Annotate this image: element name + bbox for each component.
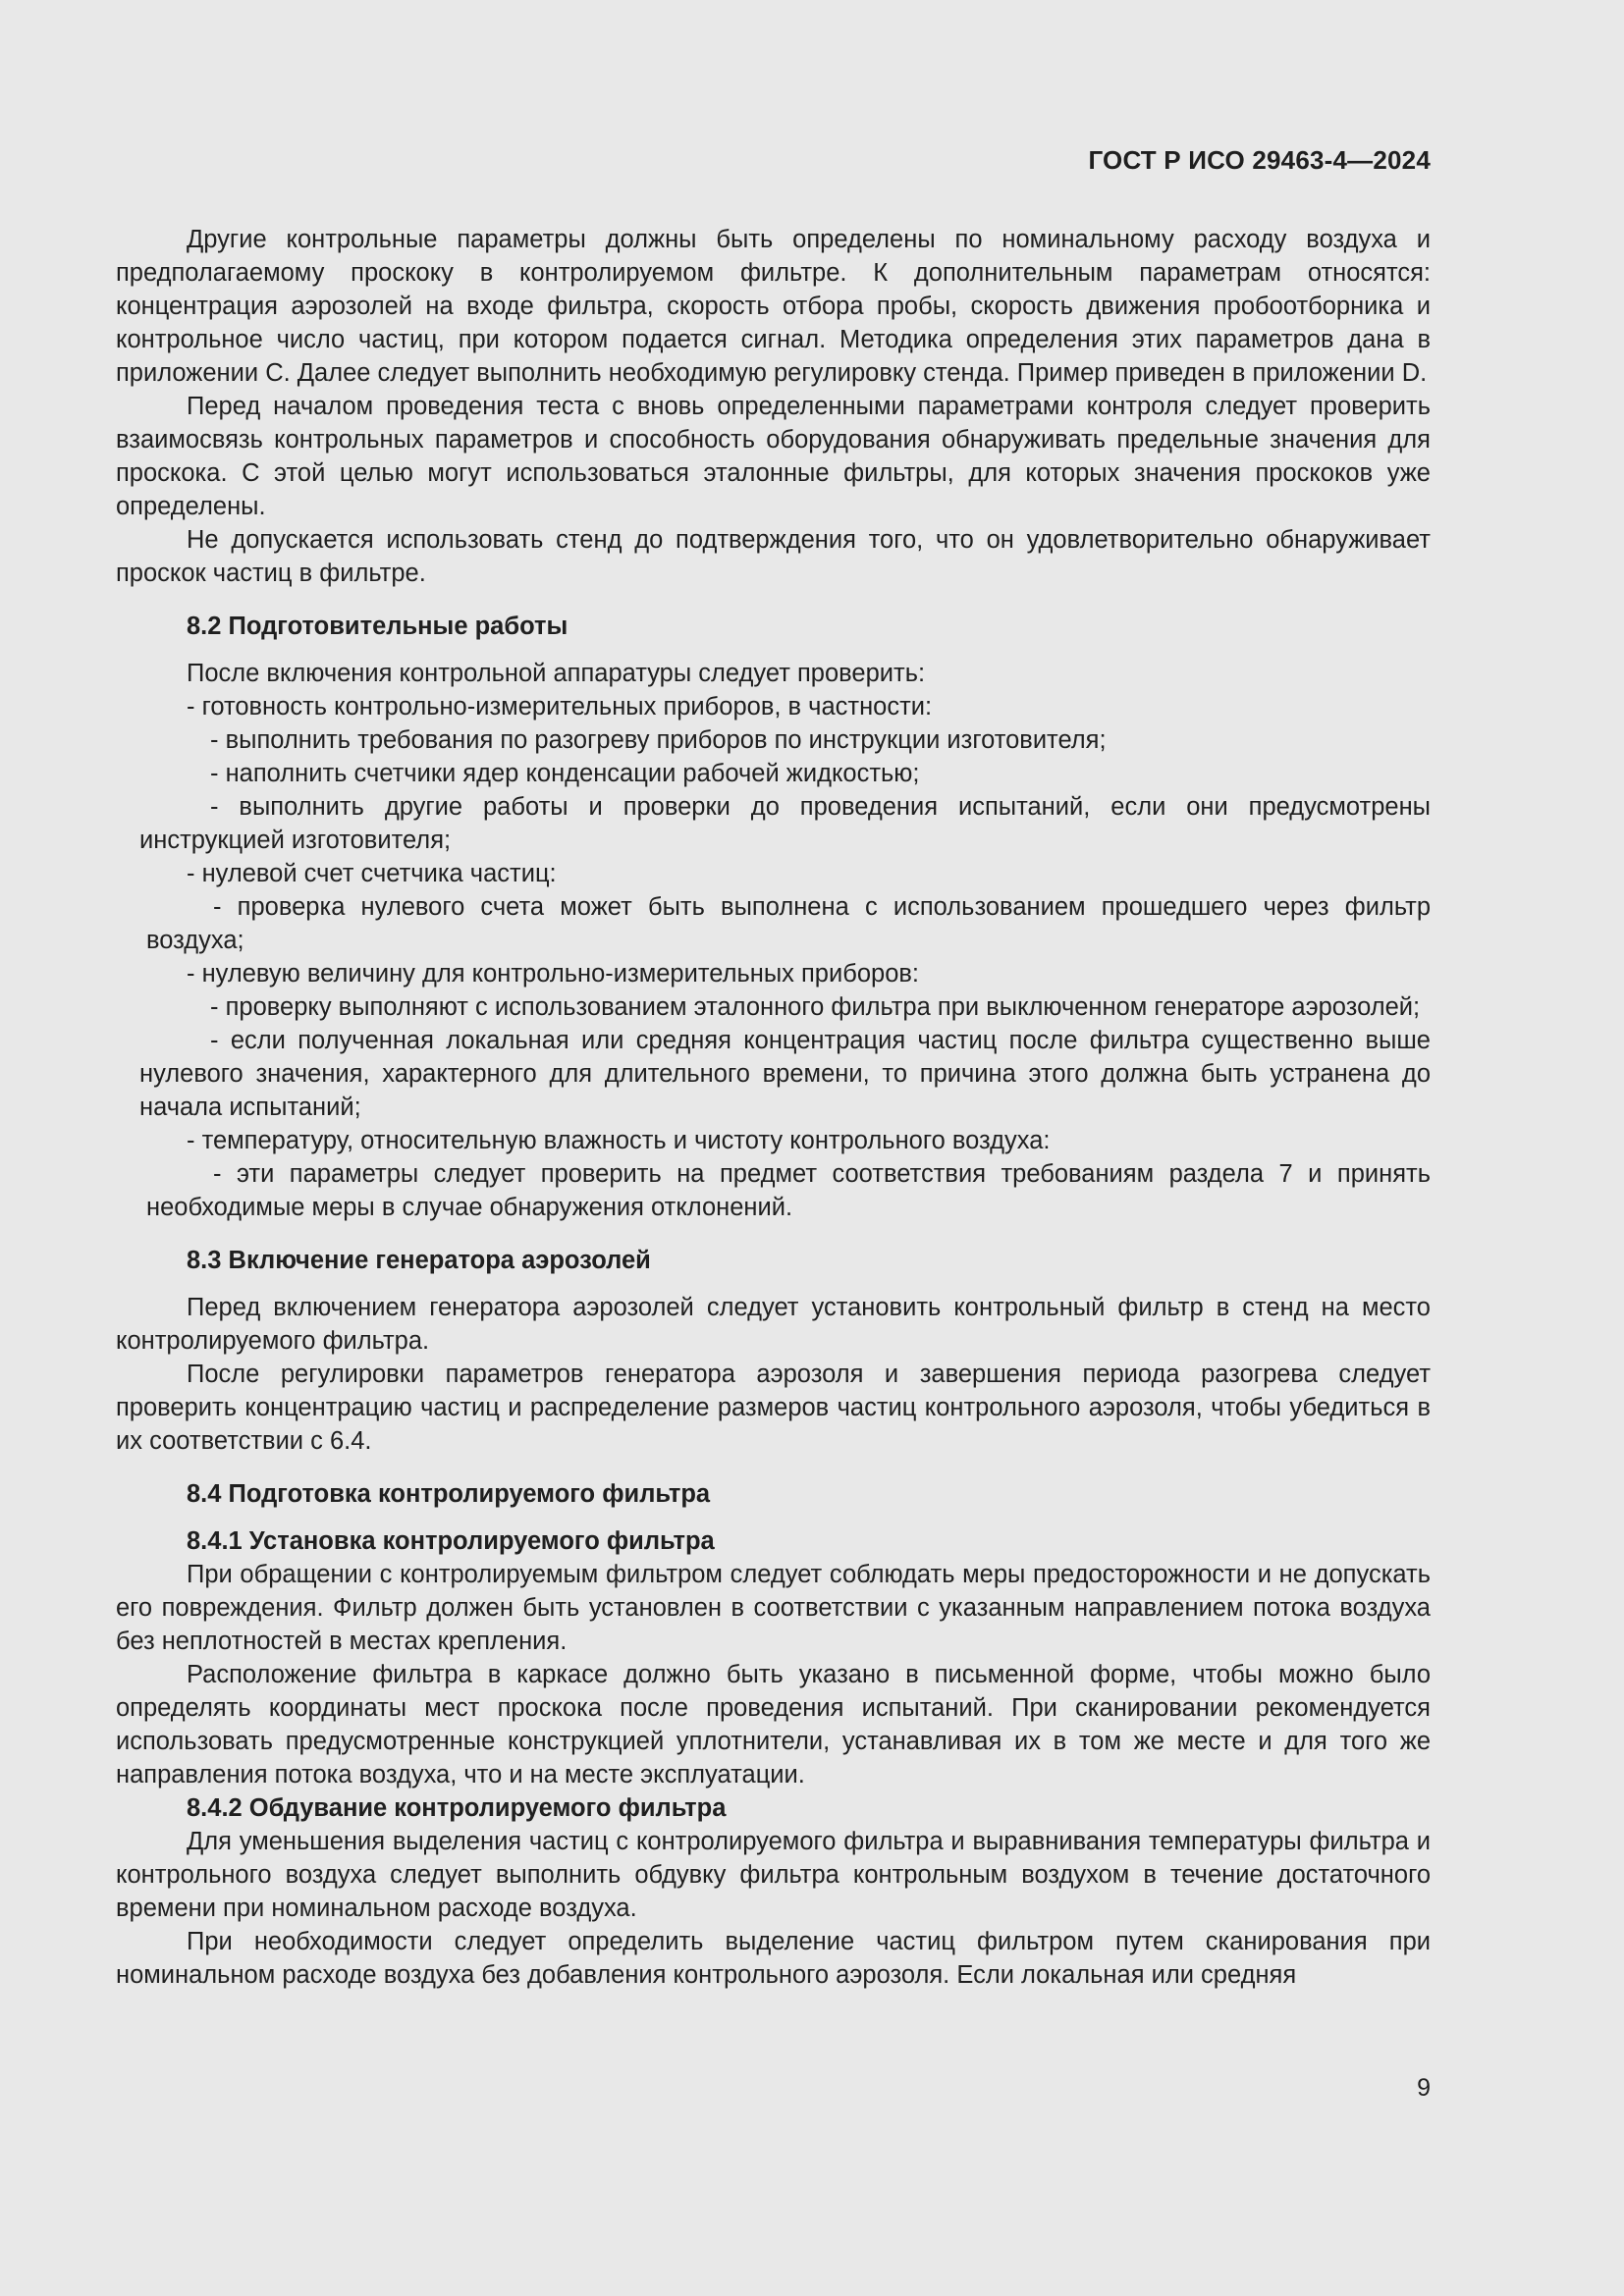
section-heading-8-4: 8.4 Подготовка контролируемого фильтра [187,1480,711,1508]
list-item: - выполнить другие работы и проверки до проведения испытаний, если они предусмотрены инструкцией изготовителя; [139,793,1431,854]
page-number: 9 [1417,2074,1431,2102]
paragraph: При обращении с контролируемым фильтром следует соблюдать меры предосторожности и не допускать его повреждения. Фильтр должен быть установлен в соответствии с указанным направлением потока воздуха без неплотностей в местах крепления. [116,1561,1431,1655]
list-item: - температуру, относительную влажность и чистоту контрольного воздуха: [187,1127,1051,1154]
section-heading-8-3: 8.3 Включение генератора аэрозолей [187,1247,651,1274]
list-item: - проверка нулевого счета может быть выполнена с использованием прошедшего через фильтр воздуха; [146,893,1431,954]
page-body [116,223,1431,1992]
paragraph: Перед началом проведения теста с вновь определенными параметрами контроля следует проверить взаимосвязь контрольных параметров и способность оборудования обнаруживать предельные значения для проскока. С этой целью могут использоваться эталонные фильтры, для которых значения проскоков уже определены. [116,393,1431,520]
paragraph: Перед включением генератора аэрозолей следует установить контрольный фильтр в стенд на место контролируемого фильтра. [116,1294,1431,1355]
paragraph: После регулировки параметров генератора аэрозоля и завершения периода разогрева следует проверить концентрацию частиц и распределение размеров частиц контрольного аэрозоля, чтобы убедиться в их соответствии с 6.4. [116,1361,1431,1455]
list-item: - нулевую величину для контрольно-измерительных приборов: [187,960,920,988]
paragraph: Для уменьшения выделения частиц с контролируемого фильтра и выравнивания температуры фильтра и контрольного воздуха следует выполнить обдувку фильтра контрольным воздухом в течение достаточного времени при номинальном расходе воздуха. [116,1828,1431,1922]
paragraph: Не допускается использовать стенд до подтверждения того, что он удовлетворительно обнаруживает проскок частиц в фильтре. [116,526,1431,587]
subsection-heading-8-4-1: 8.4.1 Установка контролируемого фильтра [187,1527,715,1555]
list-item: - проверку выполняют с использованием эталонного фильтра при выключенном генераторе аэрозолей; [210,993,1421,1021]
paragraph: Другие контрольные параметры должны быть определены по номинальному расходу воздуха и предполагаемому проскоку в контролируемом фильтре. К дополнительным параметрам относятся: концентрация аэрозолей на входе фильтра, скорость отбора пробы, скорость движения пробоотборника и контрольное число частиц, при котором подается сигнал. Методика определения этих параметров дана в приложении С. Далее следует выполнить необходимую регулировку стенда. Пример приведен в приложении D. [116,226,1431,387]
document-id-header: ГОСТ Р ИСО 29463-4—2024 [1088,145,1431,175]
list-item: - нулевой счет счетчика частиц: [187,860,557,887]
list-item: - готовность контрольно-измерительных приборов, в частности: [187,693,933,721]
section-heading-8-2: 8.2 Подготовительные работы [187,613,568,640]
subsection-heading-8-4-2: 8.4.2 Обдувание контролируемого фильтра [187,1794,727,1822]
paragraph: После включения контрольной аппаратуры следует проверить: [187,660,926,687]
list-item: - выполнить требования по разогреву приборов по инструкции изготовителя; [210,726,1107,754]
paragraph: Расположение фильтра в каркасе должно быть указано в письменной форме, чтобы можно было определять координаты мест проскока после проведения испытаний. При сканировании рекомендуется использовать предусмотренные конструкцией уплотнители, устанавливая их в том же месте и для того же направления потока воздуха, что и на месте эксплуатации. [116,1661,1431,1789]
list-item: - если полученная локальная или средняя концентрация частиц после фильтра существенно выше нулевого значения, характерного для длительного времени, то причина этого должна быть устранена до начала испытаний; [139,1027,1431,1121]
paragraph: При необходимости следует определить выделение частиц фильтром путем сканирования при номинальном расходе воздуха без добавления контрольного аэрозоля. Если локальная или средняя [116,1928,1431,1989]
list-item: - эти параметры следует проверить на предмет соответствия требованиям раздела 7 и принять необходимые меры в случае обнаружения отклонений. [146,1160,1431,1221]
list-item: - наполнить счетчики ядер конденсации рабочей жидкостью; [210,760,920,787]
